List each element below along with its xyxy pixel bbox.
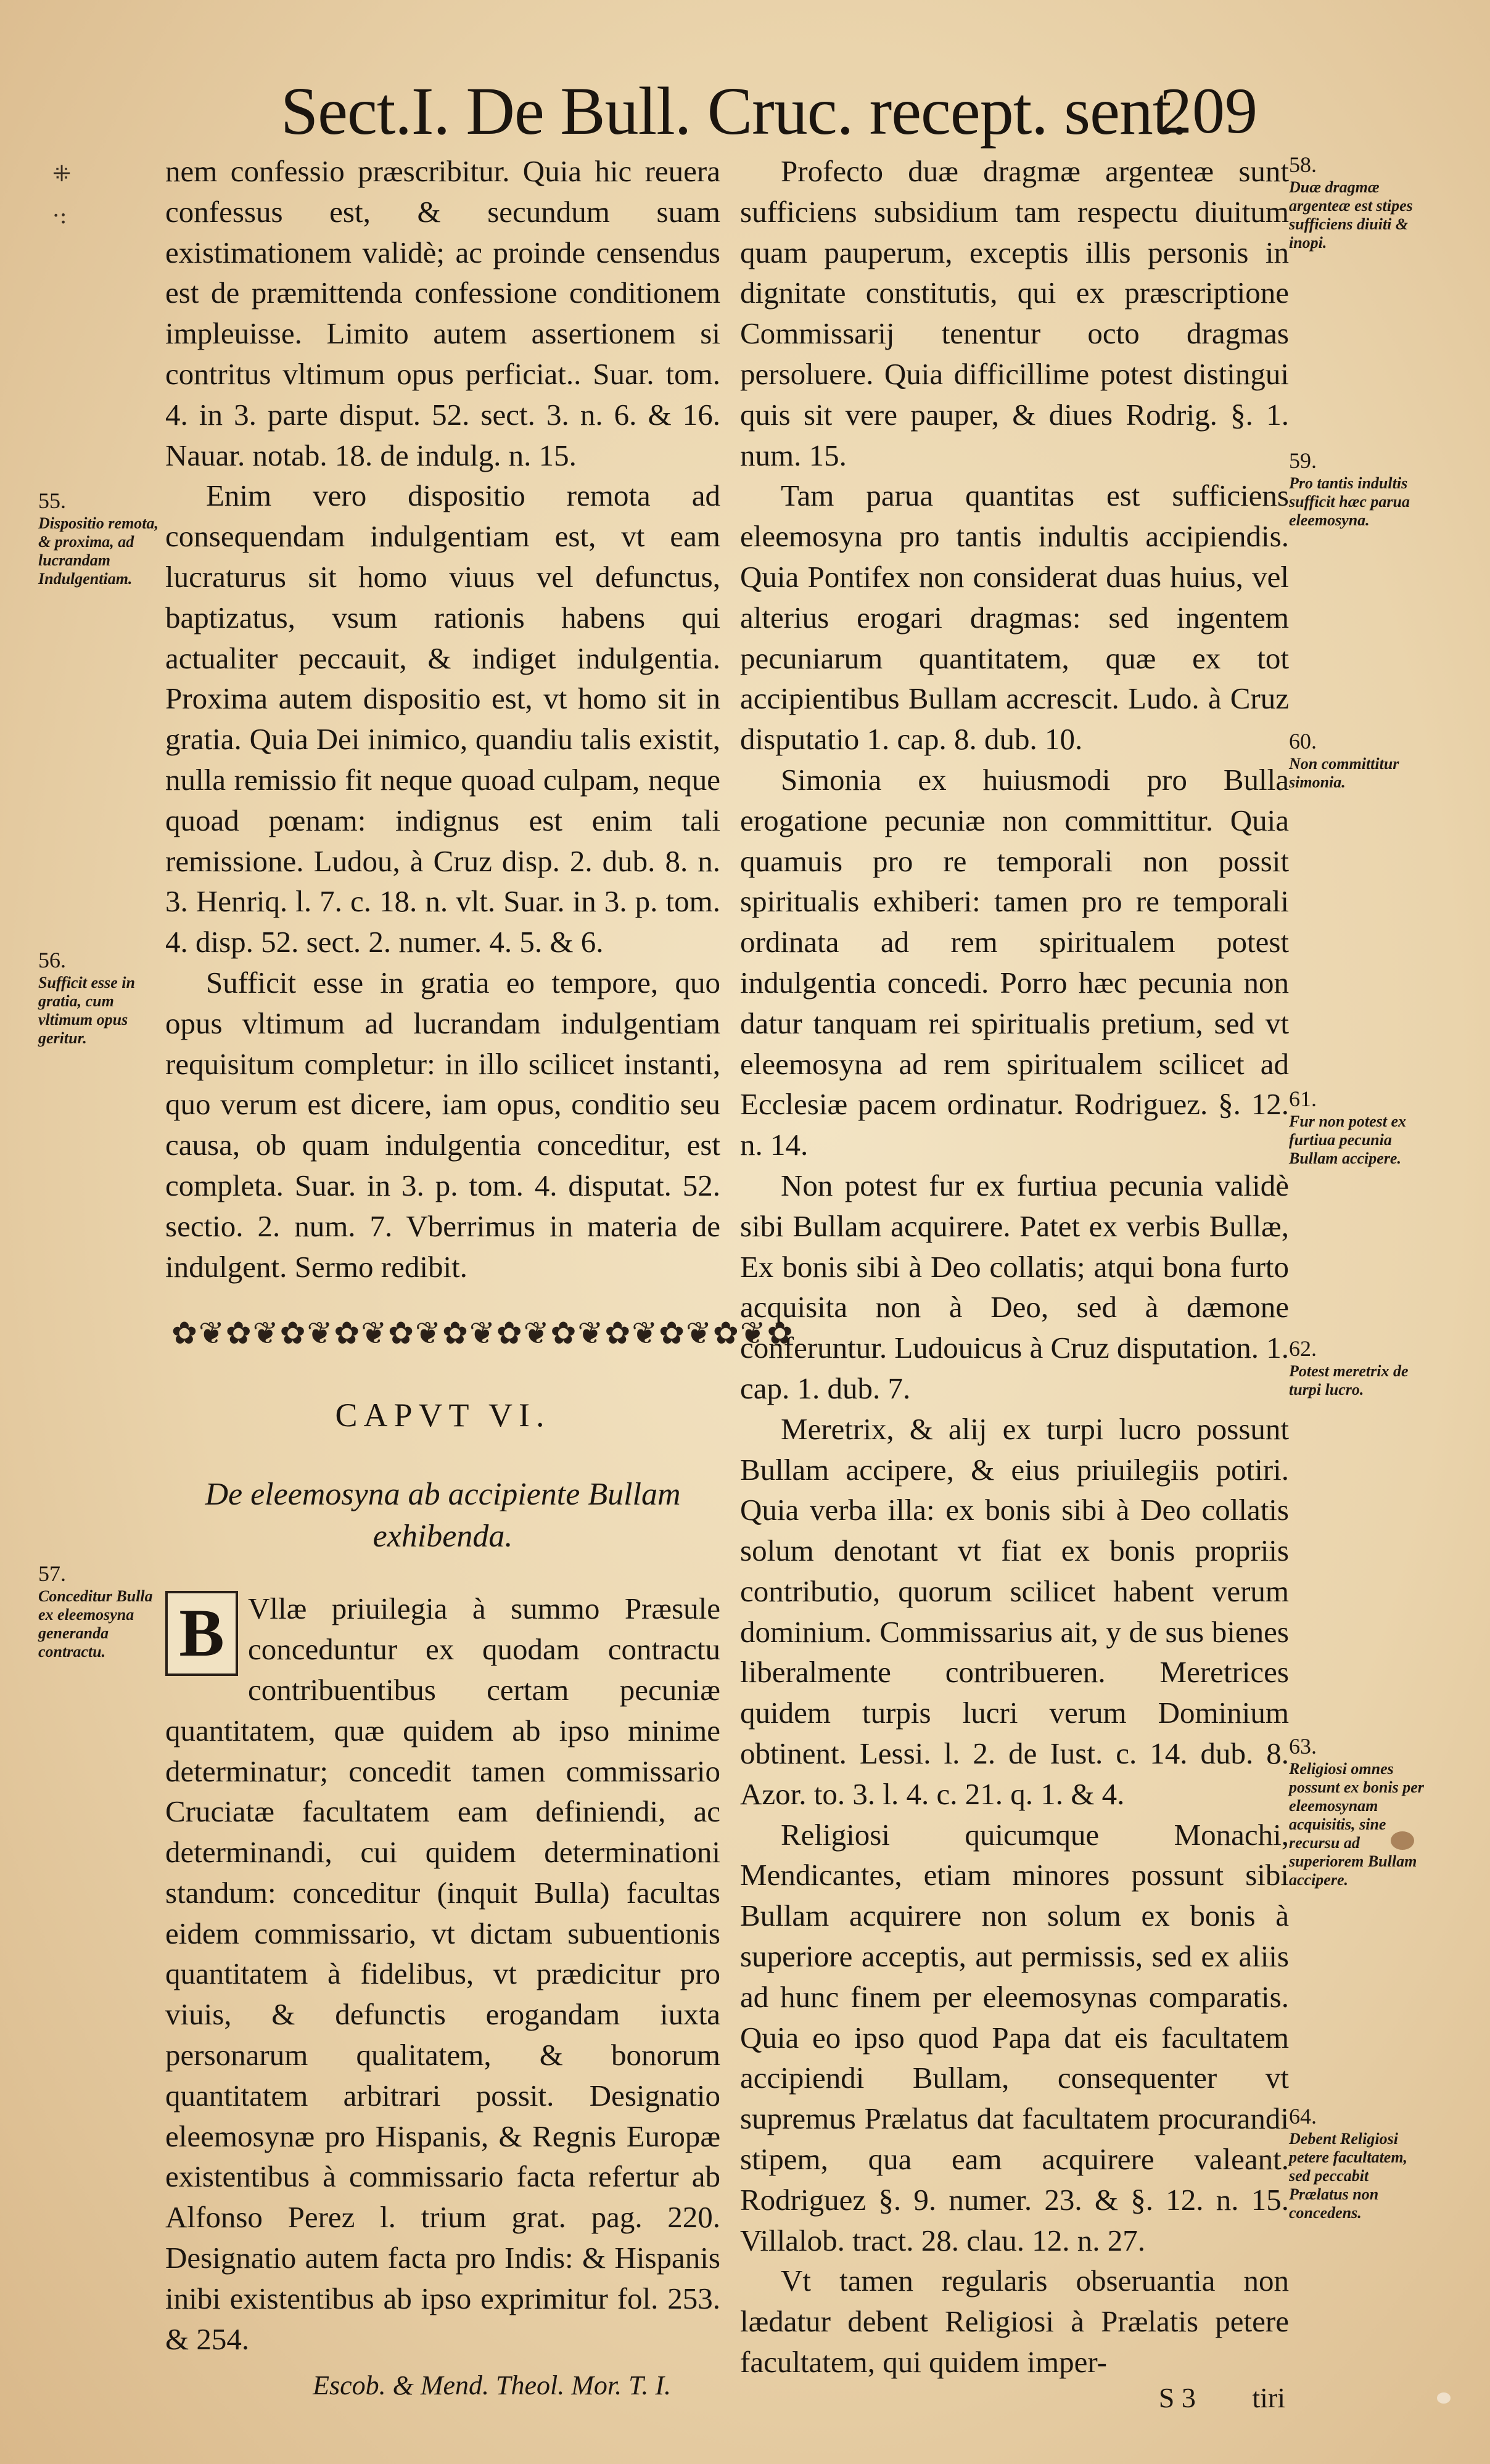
margin-note (38, 1560, 162, 1661)
note-text: Debent Religiosi petere facultatem, sed peccabit Prælatus non concedens. (1289, 2130, 1408, 2222)
paragraph: Non potest fur ex furtiua pecunia validè sibi Bullam acquirere. Patet ex verbis Bullæ, Ex bonis sibi à Deo collatis; atqui bona furto acquisita non à Deo, sed à dæmone conferuntur. Ludouicus à Cruz disputation. 1. cap. 1. dub. 7. (740, 1168, 1289, 1405)
paragraph: nem confessio præscribitur. Quia hic reuera confessus est, & secundum suam existimationem validè; ac proinde censendus est de præmittenda confessione conditionem impleuisse. Limito autem assertionem si contritus vltimum opus perficiat.. Suar. tom. 4. in 3. parte disput. 52. sect. 3. n. 6. & 16. Nauar. notab. 18. de indulg. n. 15. (165, 154, 720, 472)
margin-note (38, 487, 162, 588)
note-number: 61. (1289, 1086, 1317, 1111)
paragraph: Meretrix, & alij ex turpi lucro possunt Bullam accipere, & eius priuilegiis potiri. Quia verba illa: ex bonis sibi à Deo collatis solum denotant vt fiat ex bonis propriis contributio, quorum scilicet habent verum dominium. Commissarius ait, y de sus bienes liberalmente contribueren. Meretrices quidem turpis lucri verum Dominium obtinent. Lessi. l. 2. de Iust. c. 14. dub. 8. Azor. to. 3. l. 4. c. 21. q. 1. & 4. (740, 1411, 1289, 1811)
note-text: Dispositio remota, & proxima, ad lucrandam Indulgentiam. (38, 514, 159, 588)
note-text: Pro tantis indultis sufficit hæc parua eleemosyna. (1289, 474, 1410, 529)
note-number: 55. (38, 488, 66, 513)
margin-note (1289, 1335, 1431, 1399)
chapter-heading: CAPVT VI. (335, 1397, 551, 1434)
note-text: Conceditur Bulla ex eleemosyna generanda contractu. (38, 1587, 153, 1661)
left-column (165, 151, 794, 2406)
catchword: tiri (1252, 2381, 1285, 2413)
note-text: Potest meretrix de turpi lucro. (1289, 1362, 1409, 1398)
footer-signature-line: Escob. & Mend. Theol. Mor. T. I. (313, 2370, 671, 2401)
signature-mark: S 3 (1158, 2381, 1196, 2413)
note-number: 62. (1289, 1336, 1317, 1361)
note-text: Fur non potest ex furtiua pecunia Bullam accipere. (1289, 1112, 1406, 1167)
note-number: 63. (1289, 1734, 1317, 1759)
paragraph-text: Vllæ priuilegia à summo Præsule conceduntur ex quodam contractu contribuentibus certam pecuniæ quantitatem, quæ quidem ab ipso minime determinatur; concedit tamen commissario Cruciatæ facultatem eam definiendi, ac determinandi, cui quidem determinationi standum: conceditur (inquit Bulla) facultas eidem commissario, vt dictam subuentionis quantitatem à fidelibus, vt prædicitur pro viuis, & defunctis erogandam iuxta personarum qualitatem, & bonorum quantitatem arbitrari possit. Designatio eleemosynæ pro Hispanis, & Regnis Europæ existentibus à commissario facta refertur ab Alfonso Perez l. trium grat. pag. 220. Designatio autem facta pro Indis: & Hispanis inibi existentibus ab ipso exprimitur fol. 253. & 254. (165, 1591, 720, 2356)
note-text: Religiosi omnes possunt ex bonis per eleemosynam acquisitis, sine recursu ad superiorem Bullam accipere. (1289, 1760, 1424, 1889)
note-number: 60. (1289, 729, 1317, 754)
margin-note (1289, 1733, 1431, 1889)
paragraph: Profecto duæ dragmæ argenteæ sunt sufficiens subsidium tam respectu diuitum quam pauperum, exceptis illis personis in dignitate constitutis, qui ex præscriptione Commissarij tenentur octo dragmas persoluere. Quia difficillime potest distingui quis sit vere pauper, & diues Rodrig. §. 1. num. 15. (740, 154, 1289, 472)
margin-mark: ⁜ (52, 162, 72, 187)
running-title: Sect.I. De Bull. Cruc. recept. sent. (281, 73, 1187, 149)
note-number: 64. (1289, 2104, 1317, 2129)
note-text: Duæ dragmæ argenteæ est stipes sufficiens diuiti & inopi. (1289, 178, 1413, 252)
paragraph (165, 1588, 720, 2359)
ink-stain (1391, 1831, 1414, 1850)
chapter-subtitle: De eleemosyna ab accipiente Bullam exhibenda. (205, 1477, 681, 1554)
margin-note (1289, 447, 1431, 530)
note-number: 57. (38, 1561, 66, 1586)
note-number: 59. (1289, 448, 1317, 473)
margin-note (1289, 151, 1431, 252)
margin-note (1289, 728, 1431, 792)
paragraph: Simonia ex huiusmodi pro Bulla erogatione pecuniæ non committitur. Quia quamuis pro re temporali non possit spiritualis exhiberi: tamen pro re temporali ordinata ad rem spiritualem potest indulgentia concedi. Porro hæc pecunia non datur tanquam rei spiritualis pretium, sed vt eleemosyna ad rem spiritualem scilicet ad Ecclesiæ pacem ordinatur. Rodriguez. §. 12. n. 14. (740, 762, 1289, 1162)
paragraph: Enim vero dispositio remota ad consequendam indulgentiam est, vt eam lucraturus sit homo viuus vel defunctus, baptizatus, vsum rationis habens qui actualiter peccauit, & indiget indulgentia. Proxima autem dispositio est, vt homo sit in gratia. Quia Dei inimico, quandiu talis existit, nulla remissio fit neque quoad culpam, neque quoad pœnam: indignus est enim tali remissione. Ludou, à Cruz disp. 2. dub. 8. n. 3. Henriq. l. 7. c. 18. n. vlt. Suar. in 3. p. tom. 4. disp. 52. sect. 2. numer. 4. 5. & 6. (165, 478, 720, 959)
paragraph: Vt tamen regularis obseruantia non lædatur debent Religiosi à Prælatis petere facultatem, qui quidem imper- (740, 2264, 1289, 2380)
note-text: Non committitur simonia. (1289, 755, 1399, 791)
page-number: 209 (1159, 75, 1257, 147)
paragraph: Tam parua quantitas est sufficiens eleemosyna pro tantis indultis accipiendis. Quia Pontifex non considerat duas huius, vel alterius erogari dragmas: sed ingentem pecuniarum quantitatem, quæ ex tot accipientibus Bullam accrescit. Ludo. à Cruz disputatio 1. cap. 8. dub. 10. (740, 478, 1289, 757)
margin-mark: ·: (52, 203, 67, 229)
right-column (740, 151, 1289, 2413)
ornament-band: ✿❦✿❦✿❦✿❦✿❦✿❦✿❦✿❦✿❦✿❦✿❦✿ (171, 1316, 794, 1351)
margin-note (38, 947, 162, 1048)
note-number: 56. (38, 948, 66, 972)
drop-cap: B (165, 1591, 238, 1676)
paragraph: Sufficit esse in gratia eo tempore, quo opus vltimum ad lucrandam indulgentiam requisitum completur: in illo scilicet instanti, quo verum est dicere, iam opus, conditio seu causa, ob quam indulgentia conceditur, est completa. Suar. in 3. p. tom. 4. disputat. 52. sectio. 2. num. 7. Vberrimus in materia de indulgent. Sermo redibit. (165, 965, 720, 1284)
margin-note (1289, 1085, 1431, 1168)
margin-note (1289, 2103, 1431, 2222)
running-header (0, 71, 1490, 151)
paragraph: Religiosi quicumque Monachi, Mendicantes, etiam minores possunt sibi Bullam acquirere non solum ex bonis à superiore acceptis, aut permissis, sed ex aliis ad hunc finem per eleemosynas comparatis. Quia eo ipso quod Papa dat eis facultatem accipiendi Bullam, consequenter vt supremus Prælatus dat facultatem procurandi stipem, qua eam acquirere valeant. Rodriguez §. 9. numer. 23. & §. 12. n. 15. Villalob. tract. 28. clau. 12. n. 27. (740, 1817, 1289, 2257)
note-text: Sufficit esse in gratia, cum vltimum opus geritur. (38, 974, 135, 1047)
paper-flaw (1437, 2392, 1451, 2404)
signature-catchword (740, 2383, 1289, 2413)
note-number: 58. (1289, 152, 1317, 177)
